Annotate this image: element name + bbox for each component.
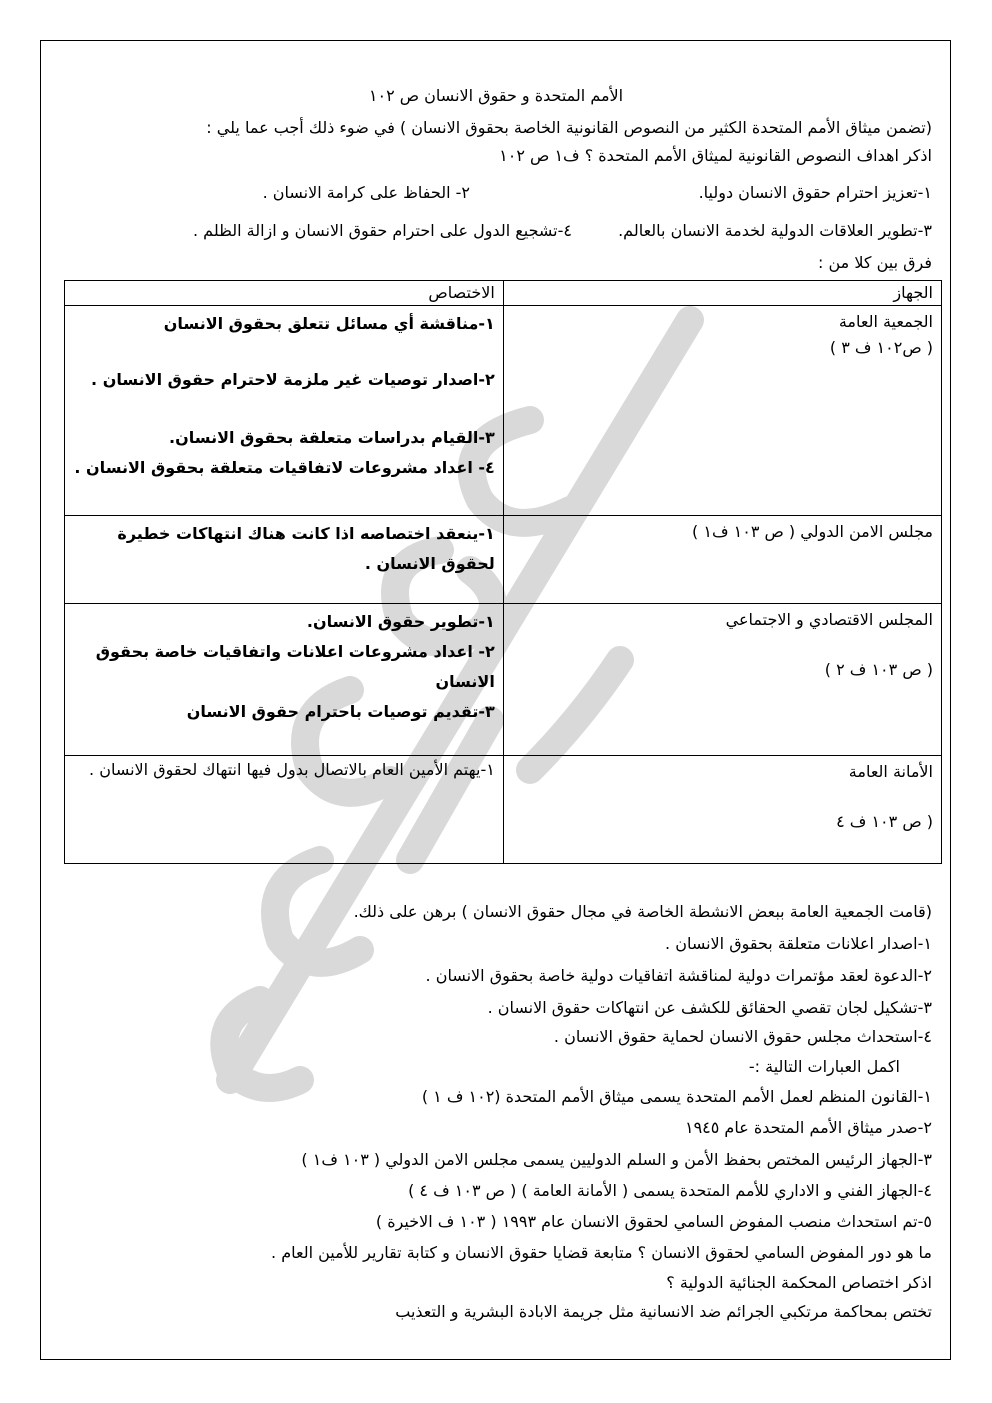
organs-table <box>64 280 942 864</box>
role-cell <box>65 604 504 756</box>
table-row <box>65 306 942 516</box>
table-row <box>65 604 942 756</box>
role-item: ٢-اصدار توصيات غير ملزمة لاحترام حقوق الانسان . <box>91 370 495 389</box>
body-cell <box>503 516 941 604</box>
role-cell <box>65 306 504 516</box>
list-item: ٤-الجهاز الفني و الاداري للأمم المتحدة يسمى ( الأمانة العامة ) ( ص ١٠٣ ف ٤ ) <box>408 1181 932 1200</box>
list-item: ٢-الدعوة لعقد مؤتمرات دولية لمناقشة اتفاقيات دولية خاصة بحقوق الانسان . <box>425 966 932 985</box>
role-item: ٣-تقديم توصيات باحترام حقوق الانسان <box>186 702 495 721</box>
list-item: ٣-الجهاز الرئيس المختص بحفظ الأمن و السلم الدوليين يسمى مجلس الامن الدولي ( ١٠٣ ف١ ) <box>301 1150 932 1169</box>
list-item: ٥-تم استحداث منصب المفوض السامي لحقوق الانسان عام ١٩٩٣ ( ١٠٣ ف الاخيرة ) <box>375 1212 932 1231</box>
role-item: ٤- اعداد مشروعات لاتفاقيات متعلقة بحقوق الانسان . <box>74 458 495 477</box>
role-item: ١-ينعقد اختصاصه اذا كانت هناك انتهاكات خطيرة لحقوق الانسان . <box>117 524 495 573</box>
role-item: ٢- اعداد مشروعات اعلانات واتفاقيات خاصة بحقوق الانسان <box>95 642 495 691</box>
goal-1: ١-تعزيز احترام حقوق الانسان دوليا. <box>698 183 932 202</box>
list-item: ٤-استحداث مجلس حقوق الانسان لحماية حقوق الانسان . <box>553 1027 932 1046</box>
list-item: ٣-تشكيل لجان تقصي الحقائق للكشف عن انتهاكات حقوق الانسان . <box>487 998 932 1017</box>
question-goals: اذكر اهداف النصوص القانونية لميثاق الأمم المتحدة ؟ ف١ ص ١٠٢ <box>499 146 932 165</box>
body-name: الجمعية العامة <box>838 312 933 331</box>
question-icc: اذكر اختصاص المحكمة الجنائية الدولية ؟ <box>666 1273 932 1292</box>
role-item: ١-مناقشة أي مسائل تتعلق بحقوق الانسان <box>163 314 495 333</box>
table-header-row <box>65 281 942 306</box>
role-item: ١-يهتم الأمين العام بالاتصال بدول فيها انتهاك لحقوق الانسان . <box>89 760 495 779</box>
table-row <box>65 756 942 864</box>
role-cell <box>65 756 504 864</box>
goal-3: ٣-تطوير العلاقات الدولية لخدمة الانسان بالعالم. <box>618 221 932 240</box>
body-cell <box>503 604 941 756</box>
body-cell <box>503 756 941 864</box>
answer-icc: تختص بمحاكمة مرتكبي الجرائم ضد الانسانية مثل جريمة الابادة البشرية و التعذيب <box>395 1302 932 1321</box>
intro-text: (تضمن ميثاق الأمم المتحدة الكثير من النصوص القانونية الخاصة بحقوق الانسان ) في ضوء ذلك أجب عما يلي : <box>206 118 932 137</box>
body-ref: ( ص ١٠٣ ف ٢ ) <box>824 660 933 679</box>
role-item: ١-تطوير حقوق الانسان. <box>306 612 495 631</box>
body-name: مجلس الامن الدولي ( ص ١٠٣ ف١ ) <box>692 522 933 541</box>
body-name: المجلس الاقتصادي و الاجتماعي <box>725 610 933 629</box>
ga-prompt: (قامت الجمعية العامة ببعض الانشطة الخاصة في مجال حقوق الانسان ) برهن على ذلك. <box>353 902 932 921</box>
list-item: ١-القانون المنظم لعمل الأمم المتحدة يسمى ميثاق الأمم المتحدة (١٠٢ ف ١ ) <box>421 1087 932 1106</box>
complete-heading: اكمل العبارات التالية :- <box>748 1057 900 1076</box>
role-item: ٣-القيام بدراسات متعلقة بحقوق الانسان. <box>169 428 495 447</box>
list-item: ١-اصدار اعلانات متعلقة بحقوق الانسان . <box>665 934 932 953</box>
body-name: الأمانة العامة <box>848 762 933 781</box>
body-ref: ( ص١٠٢ ف ٣ ) <box>829 338 933 357</box>
header-body: الجهاز <box>503 281 941 306</box>
question-commissioner: ما هو دور المفوض السامي لحقوق الانسان ؟ متابعة قضايا حقوق الانسان و كتابة تقارير للأمين العام . <box>271 1243 932 1262</box>
body-ref: ( ص ١٠٣ ف ٤ <box>836 812 933 831</box>
page-title: الأمم المتحدة و حقوق الانسان ص ١٠٢ <box>368 86 624 105</box>
goal-2: ٢- الحفاظ على كرامة الانسان . <box>262 183 470 202</box>
compare-heading: فرق بين كلا من : <box>818 253 932 272</box>
list-item: ٢-صدر ميثاق الأمم المتحدة عام ١٩٤٥ <box>684 1118 932 1137</box>
goal-4: ٤-تشجيع الدول على احترام حقوق الانسان و ازالة الظلم . <box>193 221 572 240</box>
body-cell <box>503 306 941 516</box>
table-row <box>65 516 942 604</box>
role-cell <box>65 516 504 604</box>
header-role: الاختصاص <box>65 281 504 306</box>
